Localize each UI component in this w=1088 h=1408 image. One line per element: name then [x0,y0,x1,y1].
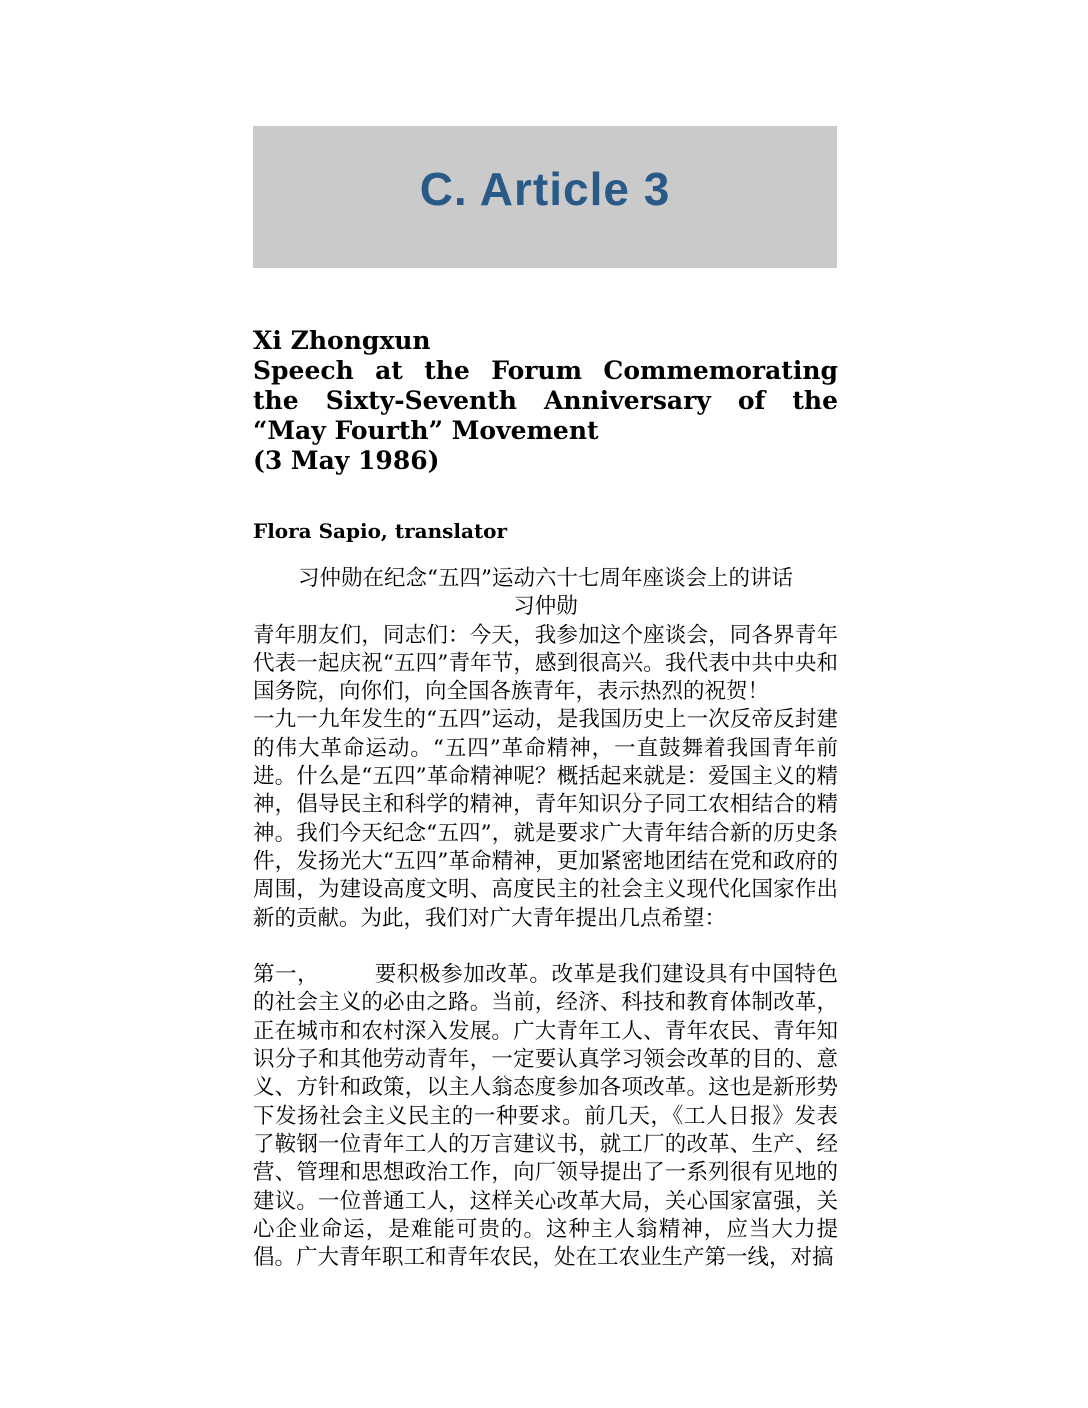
article-date: (3 May 1986) [253,446,440,475]
speech-paragraph-greeting: 青年朋友们，同志们：今天，我参加这个座谈会，同各界青年代表一起庆祝“五四”青年节，感到很高兴。我代表中共中央和国务院，向你们，向全国各族青年，表示热烈的祝贺！ [253,622,838,705]
chinese-speech-title: 习仲勋在纪念“五四”运动六十七周年座谈会上的讲话 [298,566,793,591]
article-title: Speech at the Forum Commemorating the Sixty-Seventh Anniversary of the “May Fourth” Movement [253,356,838,445]
speech-paragraph-may-fourth-spirit: 一九一九年发生的“五四”运动，是我国历史上一次反帝反封建的伟大革命运动。“五四”革命精神，一直鼓舞着我国青年前进。什么是“五四”革命精神呢？概括起来就是：爱国主义的精神，倡导民主和科学的精神，青年知识分子同工农相结合的精神。我们今天纪念“五四”，就是要求广大青年结合新的历史条件，发扬光大“五四”革命精神，更加紧密地团结在党和政府的周围，为建设高度文明、高度民主的社会主义现代化国家作出新的贡献。为此，我们对广大青年提出几点希望： [253,707,838,931]
speech-paragraph-first-hope: 第一， 要积极参加改革。改革是我们建设具有中国特色的社会主义的必由之路。当前，经济、科技和教育体制改革，正在城市和农村深入发展。广大青年工人、青年农民、青年知识分子和其他劳动青年，一定要认真学习领会改革的目的、意义、方针和政策，以主人翁态度参加各项改革。这也是新形势下发扬社会主义民主的一种要求。前几天，《工人日报》发表了鞍钢一位青年工人的万言建议书，就工厂的改革、生产、经营、管理和思想政治工作，向厂领导提出了一系列很有见地的建议。一位普通工人，这样关心改革大局，关心国家富强，关心企业命运，是难能可贵的。这种主人翁精神，应当大力提倡。广大青年职工和青年农民，处在工农业生产第一线，对搞 [253,962,838,1271]
author-name: Xi Zhongxun [253,326,431,355]
article-banner-title: C. Article 3 [419,163,671,215]
article-content [253,326,838,1272]
title-block [253,326,838,476]
translator-credit: Flora Sapio, translator [253,519,508,543]
article-banner [253,126,837,268]
chinese-author-name: 习仲勋 [513,594,578,620]
